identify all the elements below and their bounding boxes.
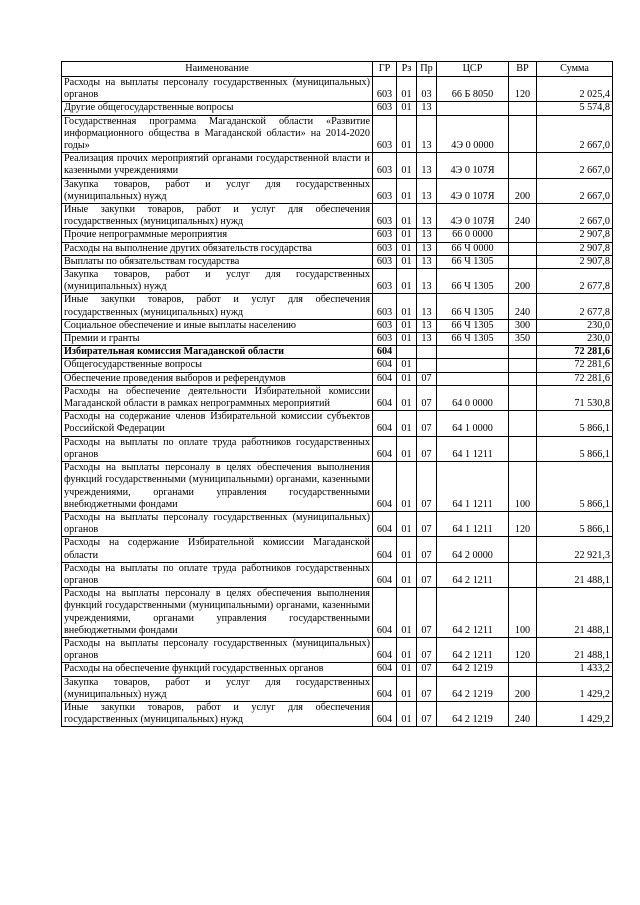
table-row [62,436,613,461]
row-rz: 01 [397,255,417,268]
row-pr: 07 [417,411,437,436]
header-gr: ГР [373,62,397,77]
row-gr: 604 [373,372,397,385]
row-name: Расходы на выплаты персоналу государственных (муниципальных) органов [62,77,373,102]
row-pr: 13 [417,242,437,255]
table-row [62,178,613,203]
row-pr: 03 [417,77,437,102]
row-vr: 120 [509,77,537,102]
row-rz: 01 [397,562,417,587]
row-name: Расходы на выплаты по оплате труда работников государственных органов [62,436,373,461]
row-rz: 01 [397,359,417,372]
row-sum: 1 433,2 [537,663,613,676]
row-csr: 4Э 0 107Я [437,153,509,178]
header-csr: ЦСР [437,62,509,77]
row-sum: 72 281,6 [537,346,613,359]
table-row [62,115,613,153]
table-header-row [62,62,613,77]
row-gr: 604 [373,346,397,359]
table-row [62,359,613,372]
row-pr: 13 [417,204,437,229]
row-name: Закупка товаров, работ и услуг для государственных (муниципальных) нужд [62,676,373,701]
row-gr: 604 [373,663,397,676]
row-name: Обеспечение проведения выборов и референдумов [62,372,373,385]
row-rz: 01 [397,676,417,701]
row-sum: 1 429,2 [537,676,613,701]
header-pr: Пр [417,62,437,77]
row-pr: 07 [417,663,437,676]
row-gr: 603 [373,204,397,229]
row-rz: 01 [397,436,417,461]
row-pr: 13 [417,115,437,153]
row-pr: 07 [417,588,437,638]
row-csr: 4Э 0 107Я [437,204,509,229]
row-name: Закупка товаров, работ и услуг для государственных (муниципальных) нужд [62,269,373,294]
row-vr [509,663,537,676]
table-row [62,242,613,255]
row-vr [509,385,537,410]
row-gr: 604 [373,436,397,461]
table-row [62,663,613,676]
row-gr: 603 [373,333,397,346]
row-vr [509,436,537,461]
row-pr: 07 [417,562,437,587]
row-vr: 240 [509,701,537,726]
row-rz: 01 [397,115,417,153]
row-vr: 120 [509,637,537,662]
row-csr: 64 2 1211 [437,588,509,638]
row-rz: 01 [397,242,417,255]
row-name: Расходы на выплаты по оплате труда работников государственных органов [62,562,373,587]
row-rz: 01 [397,77,417,102]
row-sum: 2 025,4 [537,77,613,102]
row-rz: 01 [397,102,417,115]
row-csr: 66 Ч 1305 [437,255,509,268]
row-vr [509,255,537,268]
row-csr: 66 Б 8050 [437,77,509,102]
row-sum: 230,0 [537,319,613,332]
row-sum: 2 667,0 [537,178,613,203]
row-vr [509,359,537,372]
row-csr: 66 Ч 1305 [437,319,509,332]
row-csr: 64 1 1211 [437,511,509,536]
row-name: Расходы на выплаты персоналу государственных (муниципальных) органов [62,637,373,662]
row-sum: 21 488,1 [537,637,613,662]
table-row [62,346,613,359]
row-sum: 2 677,8 [537,269,613,294]
row-csr: 64 2 1219 [437,663,509,676]
table-row [62,204,613,229]
row-pr: 07 [417,436,437,461]
row-vr: 200 [509,269,537,294]
row-gr: 604 [373,588,397,638]
row-pr: 07 [417,701,437,726]
table-row [62,153,613,178]
row-name: Расходы на обеспечение деятельности Избирательной комиссии Магаданской области в рамках непрограммных мероприятий [62,385,373,410]
row-vr: 300 [509,319,537,332]
row-csr: 66 Ч 0000 [437,242,509,255]
row-rz: 01 [397,462,417,512]
table-row [62,588,613,638]
row-rz: 01 [397,663,417,676]
row-sum: 5 866,1 [537,462,613,512]
row-gr: 604 [373,537,397,562]
row-csr: 64 0 0000 [437,385,509,410]
row-vr [509,537,537,562]
table-row [62,255,613,268]
row-sum: 5 866,1 [537,411,613,436]
row-name: Общегосударственные вопросы [62,359,373,372]
row-rz: 01 [397,511,417,536]
row-sum: 2 907,8 [537,242,613,255]
row-rz: 01 [397,537,417,562]
row-csr [437,346,509,359]
table-row [62,229,613,242]
row-pr: 07 [417,511,437,536]
row-sum: 22 921,3 [537,537,613,562]
row-pr: 07 [417,385,437,410]
row-vr [509,562,537,587]
row-vr: 240 [509,204,537,229]
header-sum: Сумма [537,62,613,77]
row-name: Расходы на выплаты персоналу в целях обеспечения выполнения функций государственными (муниципальными) органами, казенными учреждениями, органами управления государственными внебюджетными фондами [62,462,373,512]
row-gr: 603 [373,153,397,178]
table-row [62,511,613,536]
row-vr [509,102,537,115]
row-gr: 603 [373,102,397,115]
row-sum: 2 677,8 [537,294,613,319]
row-csr: 64 1 0000 [437,411,509,436]
row-pr: 13 [417,333,437,346]
row-gr: 604 [373,359,397,372]
row-csr [437,359,509,372]
row-pr: 13 [417,319,437,332]
row-sum: 2 667,0 [537,204,613,229]
row-csr: 66 0 0000 [437,229,509,242]
row-csr: 64 2 1219 [437,701,509,726]
table-row [62,676,613,701]
budget-table [61,61,613,727]
row-vr: 100 [509,588,537,638]
row-name: Расходы на выплаты персоналу в целях обеспечения выполнения функций государственными (муниципальными) органами, казенными учреждениями, органами управления государственными внебюджетными фондами [62,588,373,638]
row-sum: 21 488,1 [537,562,613,587]
row-pr [417,359,437,372]
row-name: Расходы на содержание Избирательной комиссии Магаданской области [62,537,373,562]
row-csr: 64 1 1211 [437,462,509,512]
row-csr: 66 Ч 1305 [437,333,509,346]
row-vr [509,115,537,153]
row-name: Иные закупки товаров, работ и услуг для обеспечения государственных (муниципальных) нужд [62,294,373,319]
table-row [62,294,613,319]
row-csr: 64 1 1211 [437,436,509,461]
row-sum: 2 667,0 [537,115,613,153]
row-vr: 200 [509,676,537,701]
table-row [62,537,613,562]
table-row [62,701,613,726]
header-rz: Рз [397,62,417,77]
row-name: Расходы на обеспечение функций государственных органов [62,663,373,676]
row-pr: 13 [417,255,437,268]
row-rz: 01 [397,178,417,203]
row-rz: 01 [397,372,417,385]
table-row [62,319,613,332]
row-rz [397,346,417,359]
row-sum: 2 907,8 [537,229,613,242]
row-gr: 604 [373,637,397,662]
row-gr: 604 [373,511,397,536]
table-row [62,462,613,512]
row-rz: 01 [397,319,417,332]
row-vr [509,229,537,242]
row-csr [437,372,509,385]
row-vr: 200 [509,178,537,203]
row-gr: 604 [373,385,397,410]
row-pr: 13 [417,153,437,178]
row-gr: 603 [373,115,397,153]
row-sum: 5 866,1 [537,436,613,461]
table-row [62,411,613,436]
row-gr: 604 [373,562,397,587]
row-name: Иные закупки товаров, работ и услуг для обеспечения государственных (муниципальных) нужд [62,701,373,726]
row-sum: 5 574,8 [537,102,613,115]
row-csr [437,102,509,115]
row-pr: 07 [417,462,437,512]
row-name: Избирательная комиссия Магаданской области [62,346,373,359]
row-rz: 01 [397,701,417,726]
row-sum: 21 488,1 [537,588,613,638]
row-pr: 13 [417,178,437,203]
row-sum: 5 866,1 [537,511,613,536]
row-csr: 64 2 1211 [437,637,509,662]
row-vr [509,153,537,178]
row-gr: 604 [373,462,397,512]
row-csr: 66 Ч 1305 [437,294,509,319]
row-name: Расходы на выполнение других обязательств государства [62,242,373,255]
table-row [62,372,613,385]
row-vr: 240 [509,294,537,319]
row-name: Социальное обеспечение и иные выплаты населению [62,319,373,332]
row-name: Расходы на выплаты персоналу государственных (муниципальных) органов [62,511,373,536]
row-sum: 72 281,6 [537,372,613,385]
row-pr: 13 [417,269,437,294]
row-sum: 72 281,6 [537,359,613,372]
row-name: Премии и гранты [62,333,373,346]
row-vr [509,242,537,255]
row-csr: 4Э 0 107Я [437,178,509,203]
row-gr: 604 [373,676,397,701]
row-rz: 01 [397,204,417,229]
row-pr: 07 [417,537,437,562]
table-row [62,385,613,410]
row-gr: 603 [373,229,397,242]
row-pr: 07 [417,676,437,701]
row-pr: 13 [417,102,437,115]
table-row [62,77,613,102]
row-vr [509,346,537,359]
row-gr: 603 [373,77,397,102]
row-name: Выплаты по обязательствам государства [62,255,373,268]
table-row [62,637,613,662]
row-sum: 71 530,8 [537,385,613,410]
row-rz: 01 [397,294,417,319]
row-name: Закупка товаров, работ и услуг для государственных (муниципальных) нужд [62,178,373,203]
row-name: Расходы на содержание членов Избирательной комиссии субъектов Российской Федерации [62,411,373,436]
row-rz: 01 [397,637,417,662]
row-rz: 01 [397,153,417,178]
row-name: Государственная программа Магаданской области «Развитие информационного общества в Магаданской области» на 2014-2020 годы» [62,115,373,153]
row-csr: 64 2 1211 [437,562,509,587]
row-gr: 603 [373,178,397,203]
table-body [62,77,613,727]
row-vr: 100 [509,462,537,512]
row-gr: 603 [373,319,397,332]
row-vr: 350 [509,333,537,346]
table-row [62,102,613,115]
row-rz: 01 [397,588,417,638]
row-sum: 1 429,2 [537,701,613,726]
row-sum: 230,0 [537,333,613,346]
row-csr: 4Э 0 0000 [437,115,509,153]
row-name: Реализация прочих мероприятий органами государственной власти и казенными учреждениями [62,153,373,178]
row-name: Другие общегосударственные вопросы [62,102,373,115]
row-name: Прочие непрограммные мероприятия [62,229,373,242]
row-rz: 01 [397,229,417,242]
row-name: Иные закупки товаров, работ и услуг для обеспечения государственных (муниципальных) нужд [62,204,373,229]
table-row [62,562,613,587]
table-row [62,269,613,294]
row-gr: 604 [373,701,397,726]
row-gr: 604 [373,411,397,436]
row-gr: 603 [373,294,397,319]
row-vr [509,411,537,436]
row-csr: 64 2 1219 [437,676,509,701]
row-pr: 07 [417,372,437,385]
row-gr: 603 [373,269,397,294]
row-rz: 01 [397,269,417,294]
row-pr: 13 [417,294,437,319]
row-gr: 603 [373,255,397,268]
row-vr: 120 [509,511,537,536]
row-sum: 2 667,0 [537,153,613,178]
row-pr: 07 [417,637,437,662]
row-csr: 66 Ч 1305 [437,269,509,294]
header-vr: ВР [509,62,537,77]
header-name: Наименование [62,62,373,77]
row-pr [417,346,437,359]
row-csr: 64 2 0000 [437,537,509,562]
row-gr: 603 [373,242,397,255]
table-row [62,333,613,346]
row-rz: 01 [397,333,417,346]
row-rz: 01 [397,411,417,436]
row-sum: 2 907,8 [537,255,613,268]
row-vr [509,372,537,385]
row-rz: 01 [397,385,417,410]
row-pr: 13 [417,229,437,242]
